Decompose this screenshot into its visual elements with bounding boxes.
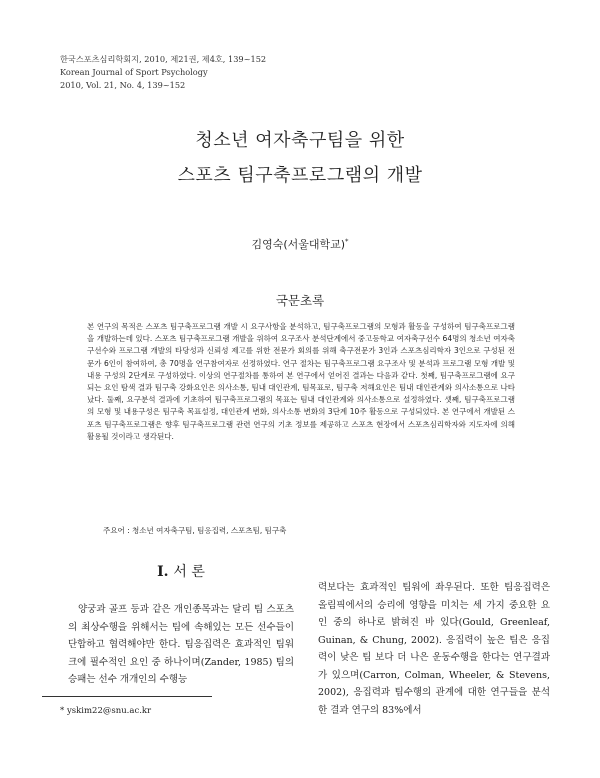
footnote-email: yskim22@snu.ac.kr — [66, 706, 152, 716]
footnote-divider — [42, 696, 212, 697]
section-heading — [68, 561, 294, 581]
journal-header — [60, 53, 266, 92]
body-column-right — [318, 579, 550, 719]
intro-paragraph-left: 양궁과 골프 등과 같은 개인종목과는 달리 팀 스포츠의 최상수행을 위해서는 팀에 속해있는 모든 선수들이 단합하고 협력해야만 한다. 팀응집력은 효과적인 팀워크에 필수적인 요인 중 하나이며(Zander, 1985) 팀의 승패는 선수 개개인의 수행능 — [68, 604, 294, 685]
paper-title-line-2: 스포츠 팀구축프로그램의 개발 — [177, 165, 423, 186]
body-column-left — [68, 561, 294, 689]
keywords: 주요어 : 청소년 여자축구팀, 팀응집력, 스포츠팀, 팀구축 — [103, 526, 287, 535]
footnote — [60, 706, 151, 716]
author-line — [0, 236, 600, 252]
journal-citation-english: 2010, Vol. 21, No. 4, 139~152 — [60, 80, 186, 90]
journal-name-english: Korean Journal of Sport Psychology — [60, 67, 208, 77]
journal-citation-korean: 한국스포츠심리학회지, 2010, 제21권, 제4호, 139~152 — [60, 54, 267, 64]
intro-paragraph-right: 력보다는 효과적인 팀워에 좌우된다. 또한 팀응집력은 올림픽에서의 승리에 영향을 미치는 세 가지 중요한 요인 중의 하나로 밝혀진 바 있다(Gould, Greenleaf, Guinan, & Chung, 2002). 응집력이 높은 팀은 응집력이 낮은 팀 보다 더 나은 운동수행을 한다는 연구결과가 있으며(Carron, Colman, Wheeler, & Stevens, 2002), 응집력과 팀수행의 관계에 대한 연구들을 분석한 결과 연구의 83%에서 — [318, 582, 550, 716]
abstract-body: 본 연구의 목적은 스포츠 팀구축프로그램 개발 시 요구사항을 분석하고, 팀구축프로그램의 모형과 활동을 구성하여 팀구축프로그램을 개발하는데 있다. 스포츠 팀구축프로그램 개발을 위하여 요구조사 분석단계에서 중고등학교 여자축구선수 64명의 청소년 여자축구선수와 프로그램 개발의 타당성과 신뢰성 제고를 위한 전문가 회의를 위해 축구전문가 3인과 스포츠심리학자 3인으로 구성된 전문가 6인이 참여하여, 총 70명을 연구참여자로 선정하였다. 연구 절차는 팀구축프로그램 요구조사 및 분석과 프로그램 모형 개발 및 내용 구성의 2단계로 구성하였다. 이상의 연구절차를 통하여 본 연구에서 얻어진 결과는 다음과 같다. 첫째, 팀구축프로그램에 요구되는 요인 탐색 결과 팀구축 강화요인은 의사소통, 팀내 대인관계, 팀목표로, 팀구축 저해요인은 팀내 대인관계와 의사소통으로 나타났다. 둘째, 요구분석 결과에 기초하여 팀구축프로그램의 목표는 팀내 대인관계와 의사소통으로 설정하였다. 셋째, 팀구축프로그램의 모형 및 내용구성은 팀구축 목표설정, 대인관계 변화, 의사소통 변화의 3단계 10주 활동으로 구성되었다. 본 연구에서 개발된 스포츠 팀구축프로그램은 향후 팀구축프로그램 관련 연구의 기초 정보를 제공하고 스포츠 현장에서 스포츠심리학자와 지도자에 의해 활용될 것이라고 생각된다. — [87, 322, 515, 441]
section-title: 서 론 — [173, 564, 205, 580]
author-name: 김영숙(서울대학교) — [251, 238, 346, 251]
paper-title-line-1: 청소년 여자축구팀을 위한 — [195, 130, 405, 151]
abstract-heading: 국문초록 — [275, 293, 325, 308]
footnote-mark: * — [60, 706, 65, 716]
author-footnote-mark: * — [345, 237, 349, 246]
section-number: I. — [157, 564, 169, 580]
